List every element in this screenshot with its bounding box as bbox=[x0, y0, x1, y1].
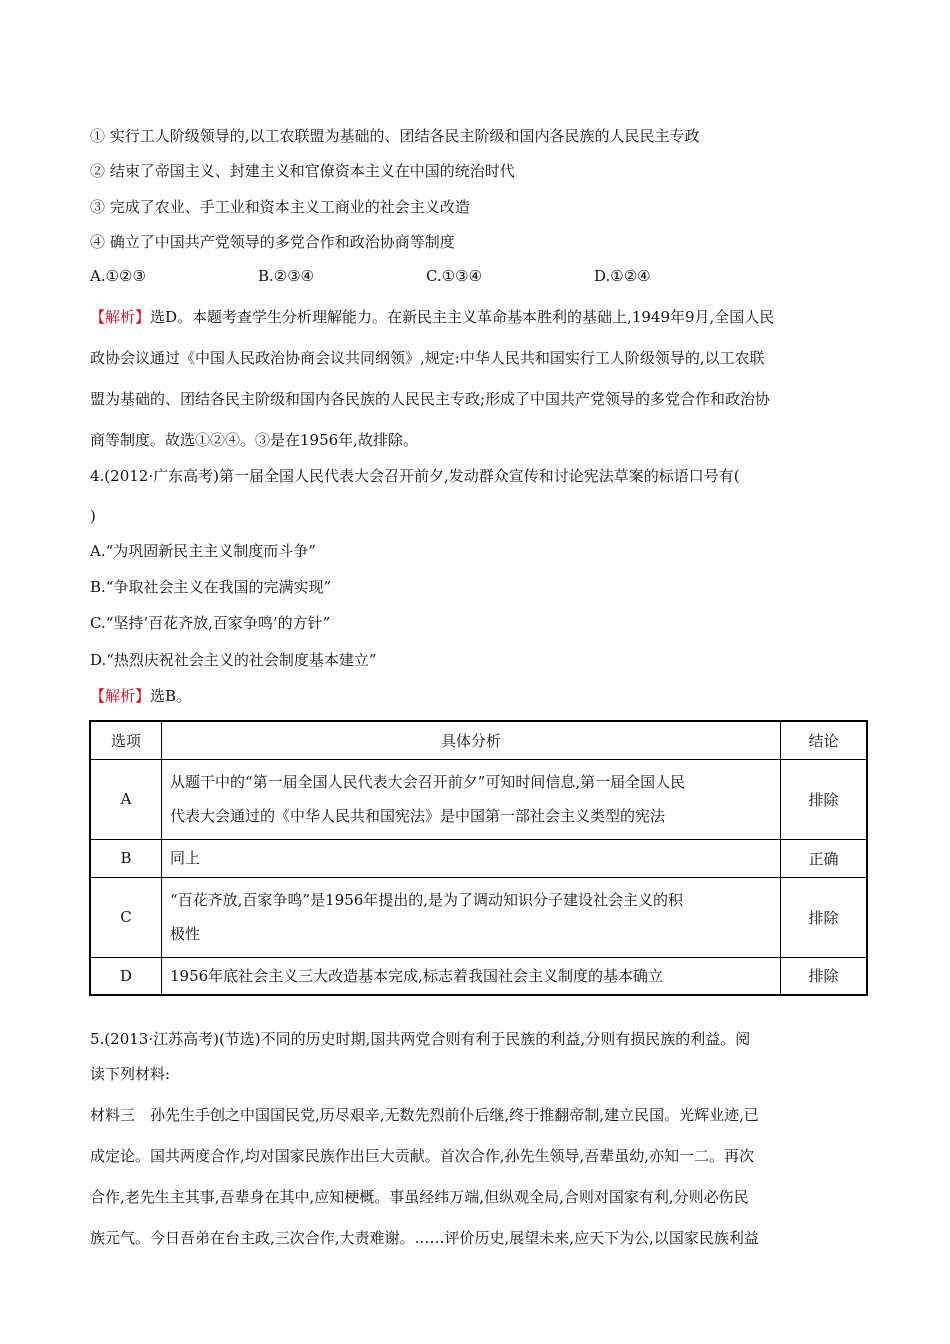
row-option: A bbox=[90, 759, 162, 839]
row-conclusion: 排除 bbox=[781, 877, 868, 957]
q4-option-c: C.“坚持‘百花齐放,百家争鸣’的方针” bbox=[90, 614, 331, 632]
row-option: C bbox=[90, 877, 162, 957]
q3-analysis-line-1 bbox=[90, 307, 774, 327]
q3-option-c: C.①③④ bbox=[426, 267, 483, 285]
analysis-table bbox=[89, 720, 868, 996]
q4-stem-line-1: 4.(2012·广东高考)第一届全国人民代表大会召开前夕,发动群众宣传和讨论宪法草案的标语口号有( bbox=[90, 467, 740, 485]
q3-analysis-line-4: 商等制度。故选①②④。③是在1956年,故排除。 bbox=[90, 431, 418, 449]
row-conclusion: 排除 bbox=[781, 957, 868, 995]
material-line-1: 材料三 孙先生手创之中国国民党,历尽艰辛,无数先烈前仆后继,终于推翻帝制,建立民国。光辉业迹,已 bbox=[90, 1106, 759, 1124]
analysis-text: 选B。 bbox=[150, 687, 192, 705]
row-conclusion: 正确 bbox=[781, 839, 868, 877]
statement-2: ② 结束了帝国主义、封建主义和官僚资本主义在中国的统治时代 bbox=[90, 162, 515, 180]
row-analysis-line: 极性 bbox=[170, 925, 201, 943]
header-conclusion: 结论 bbox=[781, 721, 868, 759]
q5-stem-line-1: 5.(2013·江苏高考)(节选)不同的历史时期,国共两党合则有利于民族的利益,分则有损民族的利益。阅 bbox=[90, 1030, 751, 1048]
material-line-4: 族元气。今日吾弟在台主政,三次合作,大责难谢。……评价历史,展望未来,应天下为公,以国家民族利益 bbox=[90, 1229, 759, 1247]
table-row bbox=[90, 957, 867, 995]
table-row bbox=[90, 877, 867, 957]
q5-stem-line-2: 读下列材料: bbox=[90, 1065, 171, 1083]
statement-1: ① 实行工人阶级领导的,以工农联盟为基础的、团结各民主阶级和国内各民族的人民民主专政 bbox=[90, 127, 700, 145]
row-analysis bbox=[162, 877, 781, 957]
table-header-row bbox=[90, 721, 867, 759]
q3-analysis-line-2: 政协会议通过《中国人民政治协商会议共同纲领》,规定:中华人民共和国实行工人阶级领导的,以工农联 bbox=[90, 349, 765, 367]
table-row bbox=[90, 759, 867, 839]
q4-option-a: A.“为巩固新民主主义制度而斗争” bbox=[90, 542, 316, 560]
row-analysis bbox=[162, 759, 781, 839]
q3-options bbox=[90, 266, 850, 286]
header-option: 选项 bbox=[90, 721, 162, 759]
q3-option-a: A.①②③ bbox=[90, 267, 146, 285]
row-analysis-line: 1956年底社会主义三大改造基本完成,标志着我国社会主义制度的基本确立 bbox=[170, 966, 663, 985]
row-analysis-line: 代表大会通过的《中华人民共和国宪法》是中国第一部社会主义类型的宪法 bbox=[170, 807, 666, 825]
header-analysis: 具体分析 bbox=[162, 721, 781, 759]
row-analysis-line: 同上 bbox=[170, 849, 201, 867]
row-analysis bbox=[162, 957, 781, 995]
q4-analysis bbox=[90, 686, 191, 706]
q4-option-b: B.“争取社会主义在我国的完满实现” bbox=[90, 578, 332, 596]
q3-analysis-line-3: 盟为基础的、团结各民主阶级和国内各民族的人民民主专政;形成了中国共产党领导的多党合作和政治协 bbox=[90, 390, 771, 408]
statement-4: ④ 确立了中国共产党领导的多党合作和政治协商等制度 bbox=[90, 233, 455, 251]
row-conclusion: 排除 bbox=[781, 759, 868, 839]
material-line-2: 成定论。国共两度合作,均对国家民族作出巨大贡献。首次合作,孙先生领导,吾辈虽幼,亦知一二。再次 bbox=[90, 1147, 755, 1165]
statement-3: ③ 完成了农业、手工业和资本主义工商业的社会主义改造 bbox=[90, 198, 470, 216]
table-row bbox=[90, 839, 867, 877]
q4-option-d: D.“热烈庆祝社会主义的社会制度基本建立” bbox=[90, 651, 377, 669]
row-analysis-line: 从题干中的“第一届全国人民代表大会召开前夕”可知时间信息,第一届全国人民 bbox=[170, 773, 686, 791]
material-line-3: 合作,老先生主其事,吾辈身在其中,应知梗概。事虽经纬万端,但纵观全局,合则对国家有利,分则必伤民 bbox=[90, 1188, 749, 1206]
q4-stem-line-2: ) bbox=[90, 507, 96, 525]
q3-option-b: B.②③④ bbox=[258, 267, 315, 285]
analysis-tag: 【解析】 bbox=[90, 687, 151, 705]
analysis-tag: 【解析】 bbox=[90, 308, 151, 326]
row-option: D bbox=[90, 957, 162, 995]
row-analysis-line: “百花齐放,百家争鸣”是1956年提出的,是为了调动知识分子建设社会主义的积 bbox=[170, 891, 684, 909]
analysis-text: 选D。本题考查学生分析理解能力。在新民主主义革命基本胜利的基础上,1949年9月,全国人民 bbox=[150, 308, 775, 326]
row-option: B bbox=[90, 839, 162, 877]
q3-option-d: D.①②④ bbox=[594, 267, 651, 285]
row-analysis bbox=[162, 839, 781, 877]
